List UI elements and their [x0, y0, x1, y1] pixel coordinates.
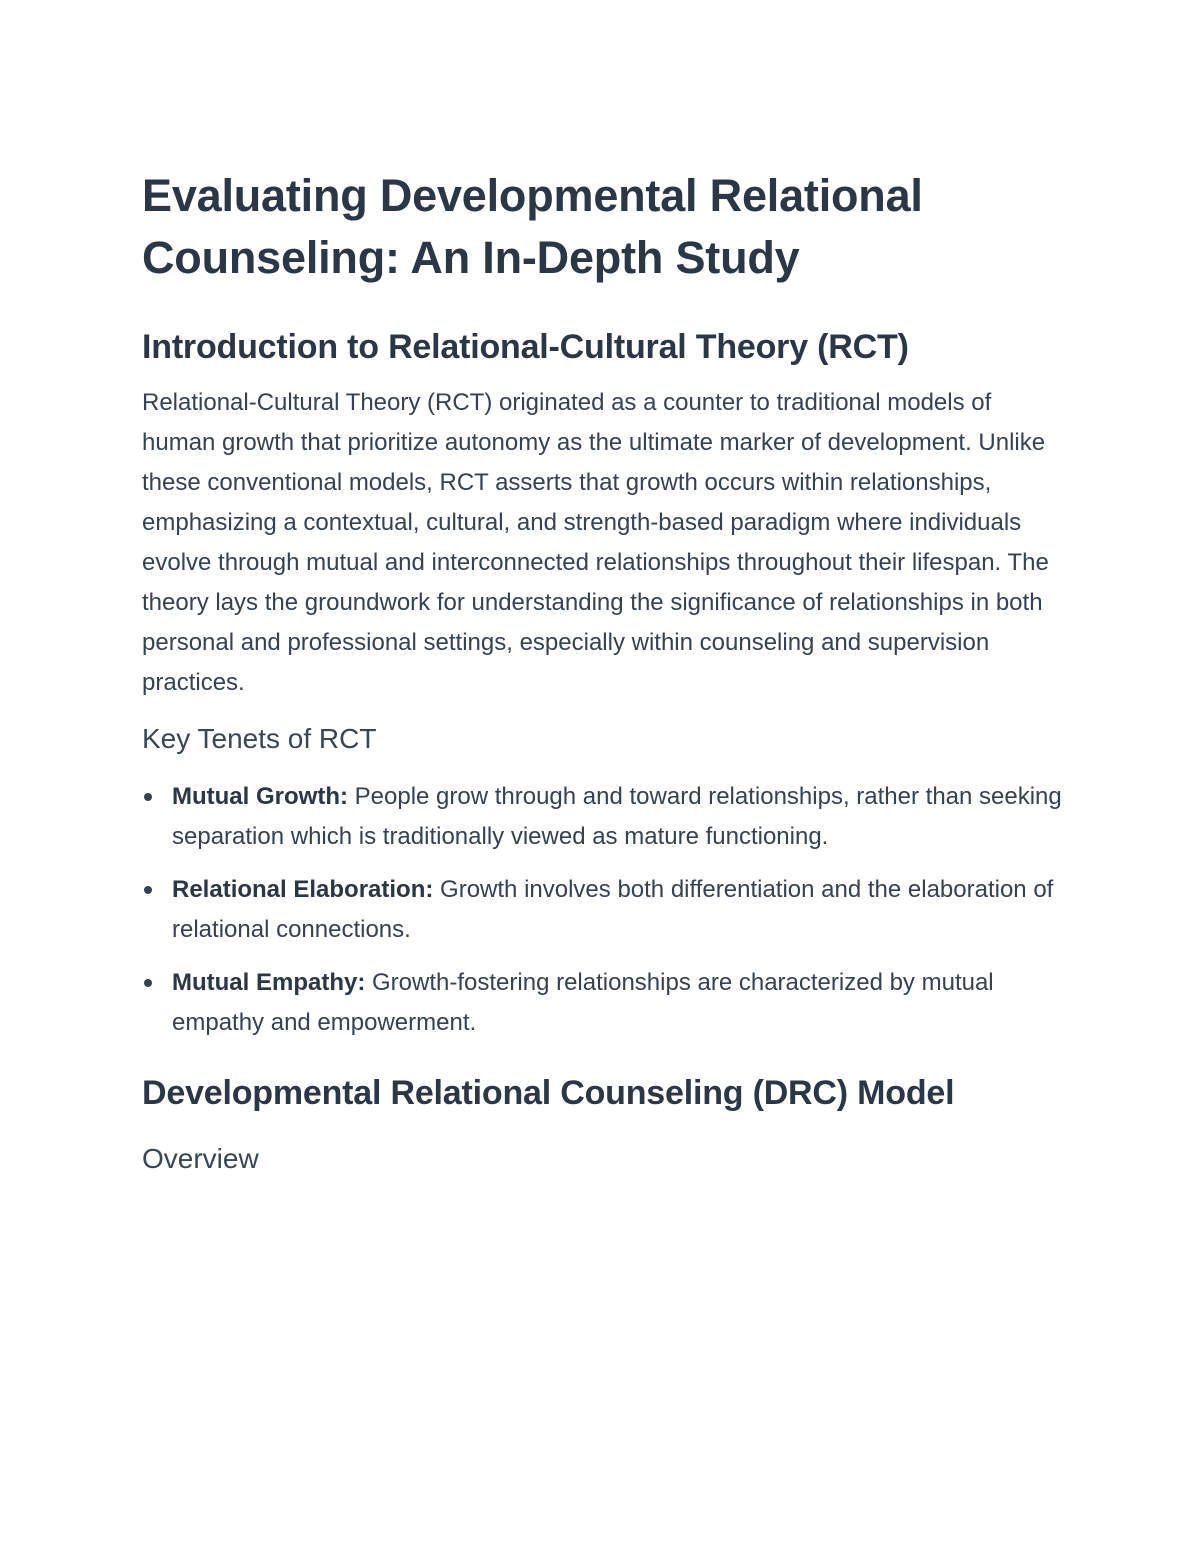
tenet-term: Relational Elaboration:: [172, 876, 434, 903]
bullet-icon: [144, 793, 152, 801]
document-title: Evaluating Developmental Relational Counseling: An In-Depth Study: [142, 170, 923, 283]
tenet-text: Growth-fostering relationships are characterized by mutual empathy and empowerment.: [172, 969, 994, 1036]
bullet-icon: [144, 979, 152, 987]
bullet-icon: [144, 886, 152, 894]
intro-paragraph: Relational-Cultural Theory (RCT) originated as a counter to traditional models of human growth that prioritize autonomy as the ultimate marker of development. Unlike these conventional models, RCT asserts that growth occurs within relationships, emphasizing a contextual, cultural, and strength-based paradigm where individuals evolve through mutual and interconnected relationships throughout their lifespan. The theory lays the groundwork for understanding the significance of relationships in both personal and professional settings, especially within counseling and supervision practices.: [142, 389, 1049, 696]
tenet-text: Growth involves both differentiation and the elaboration of relational connections.: [172, 876, 1054, 943]
section-heading-drc: Developmental Relational Counseling (DRC) Model: [142, 1074, 955, 1112]
subheading-overview: Overview: [142, 1143, 259, 1174]
section-drc-model: [142, 1065, 1062, 1183]
document-page: [142, 165, 1062, 1197]
section-heading-intro: Introduction to Relational-Cultural Theory (RCT): [142, 328, 909, 366]
tenets-list: [142, 777, 1062, 1043]
subheading-key-tenets: Key Tenets of RCT: [142, 723, 377, 754]
list-item: [142, 777, 1062, 857]
tenet-term: Mutual Empathy:: [172, 969, 366, 996]
tenet-term: Mutual Growth:: [172, 783, 348, 810]
list-item: [142, 963, 1062, 1043]
tenet-text: People grow through and toward relationships, rather than seeking separation which is traditionally viewed as mature functioning.: [172, 783, 1062, 850]
list-item: [142, 870, 1062, 950]
section-intro-rct: [142, 319, 1062, 1043]
